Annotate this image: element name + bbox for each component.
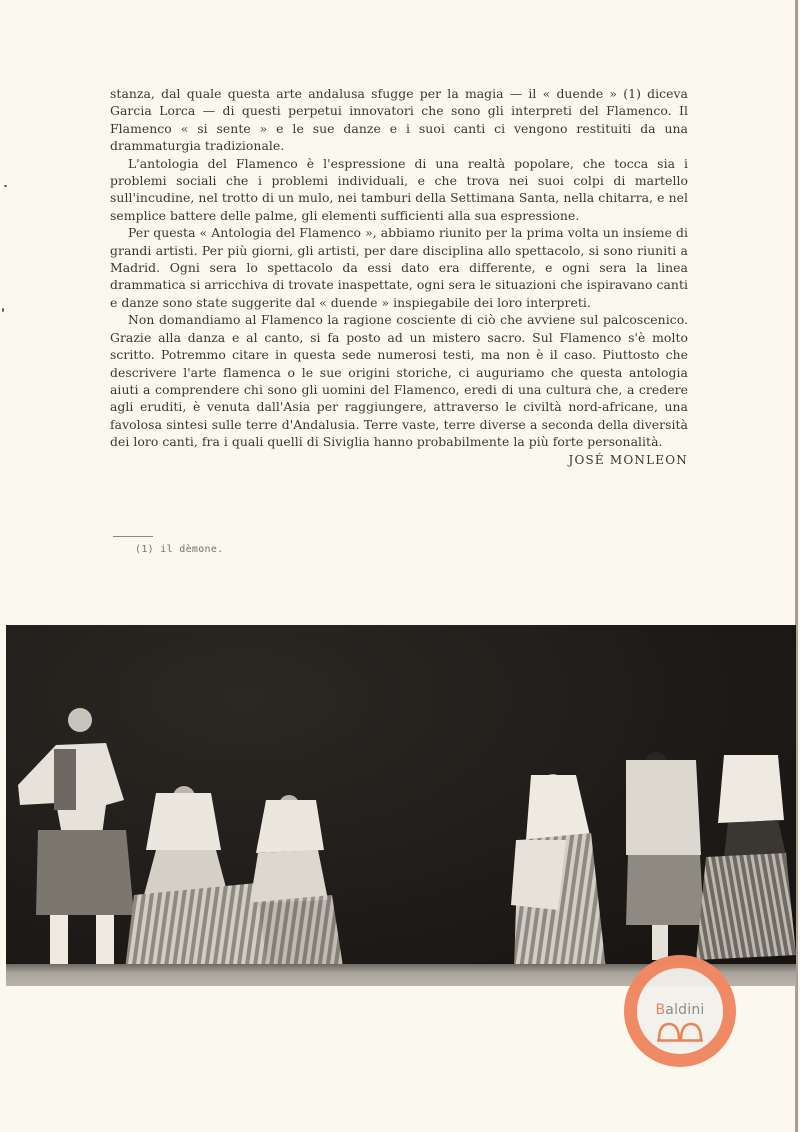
scan-speck <box>4 185 7 187</box>
author-signature: JOSÉ MONLEON <box>568 452 688 467</box>
stamp-logo-text: Baldini <box>655 1002 705 1018</box>
dancer-man <box>18 708 134 976</box>
dancers-illustration <box>6 625 796 986</box>
dancers-photo <box>6 625 796 986</box>
paragraph: stanza, dal quale questa arte andalusa sfugge per la magia — il « duende » (1) diceva Garcia Lorca — di questi perpetui innovatori che sono gli interpreti del Flamenco. Il Flamenco « si sente » e le sue danze e i suoi canti ci vengono restituiti da una drammaturgia tradizionale. <box>110 86 688 154</box>
footnote: (1) il dèmone. <box>135 544 224 555</box>
paragraph: L'antologia del Flamenco è l'espressione di una realtà popolare, che tocca sia i problemi sociali che i problemi individuali, e che trova nei suoi colpi di martello sull'incudine, nel trotto di un mulo, nei tamburi della Settimana Santa, nella chitarra, e nel semplice battere delle palme, gli elementi sufficienti alla sua espressione. <box>110 155 688 223</box>
library-stamp <box>624 955 736 1067</box>
paragraph: Non domandiamo al Flamenco la ragione cosciente di ciò che avviene sul palcoscenico. Grazie alla danza e al canto, si fa posto ad un mistero sacro. Sul Flamenco s'è molto scritto. Potremmo citare in questa sede numerosi testi, ma non è il caso. Piuttosto che descrivere l'arte flamenca o le sue origini storiche, ci auguriamo che questa antologia aiuti a comprendere chi sono gli uomini del Flamenco, eredi di una cultura che, a credere agli eruditi, è venuta dall'Asia per raggiungere, attraverso le civiltà nord-africane, una favolosa sintesi sulle terre d'Andalusia. Terre vaste, terre diverse a seconda della diversità dei loro canti, fra i quali quelli di Siviglia hanno probabilmente la più forte personalità. <box>110 312 688 450</box>
dancer-woman-standing-2 <box>696 755 796 960</box>
book-arches-icon <box>657 1020 703 1042</box>
paragraph: Per questa « Antologia del Flamenco », abbiamo riunito per la prima volta un insieme di grandi artisti. Per più giorni, gli artisti, per dare disciplina allo spettacolo, si sono riuniti a Madrid. Ogni sera lo spettacolo da essi dato era differente, e ogni sera la linea drammatica si arricchiva di trovate inaspettate, ogni sera le situazioni che ispiravano canti e danze sono state suggerite dal « duende » inspiegabile dei loro interpreti. <box>110 225 688 310</box>
dancer-man-2 <box>626 752 704 960</box>
dancer-woman-standing-1 <box>511 774 606 970</box>
scan-speck <box>2 308 4 312</box>
dancer-woman-seated-2 <box>238 795 344 975</box>
article-body <box>110 85 688 469</box>
footnote-divider <box>113 536 153 537</box>
